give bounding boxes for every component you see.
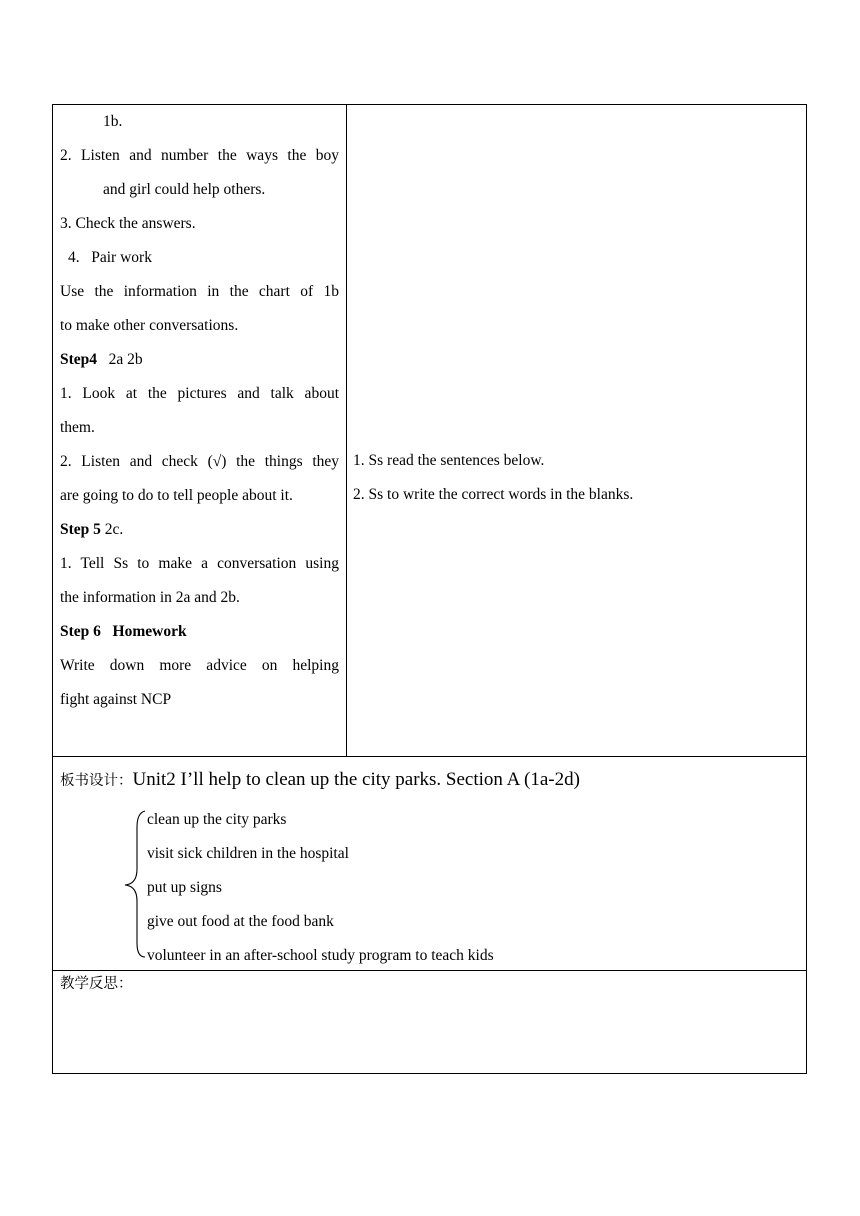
- step-6-heading: Step 6 Homework: [60, 623, 187, 640]
- list-item: clean up the city parks: [147, 811, 287, 828]
- procedure-line: them.: [60, 419, 95, 436]
- step-5-heading: [60, 513, 339, 547]
- board-design-title: Unit2 I’ll help to clean up the city parks. Section A (1a-2d): [132, 769, 580, 790]
- list-item: visit sick children in the hospital: [147, 845, 349, 862]
- procedure-line: Write down more advice on helping: [60, 657, 339, 674]
- procedure-line: 3. Check the answers.: [60, 215, 196, 232]
- procedure-line: 1. Tell Ss to make a conversation using: [60, 555, 339, 572]
- board-design-label: 板书设计：: [60, 773, 133, 789]
- row-divider-board: [53, 756, 806, 757]
- step-5-label: Step 5: [60, 521, 101, 538]
- procedure-line: 1b.: [103, 113, 123, 130]
- board-design-heading: [60, 763, 580, 797]
- procedure-column: [60, 105, 339, 717]
- step-4-label: Step4: [60, 351, 98, 368]
- activity-line: 1. Ss read the sentences below.: [353, 452, 545, 469]
- step-4-text: 2a 2b: [97, 351, 143, 368]
- board-design-list: [147, 803, 494, 973]
- teaching-reflection-label: 教学反思：: [60, 976, 133, 992]
- procedure-line: the information in 2a and 2b.: [60, 589, 240, 606]
- procedure-line: fight against NCP: [60, 691, 172, 708]
- procedure-line: 4. Pair work: [68, 249, 152, 266]
- step-4-heading: [60, 343, 339, 377]
- curly-brace-icon: [121, 809, 147, 959]
- procedure-line: 2. Listen and number the ways the boy: [60, 147, 339, 164]
- lesson-plan-table: [52, 104, 807, 1074]
- procedure-line: 1. Look at the pictures and talk about: [60, 385, 339, 402]
- activity-column: [353, 444, 793, 512]
- procedure-line: 2. Listen and check (√) the things they: [60, 453, 339, 470]
- procedure-line: to make other conversations.: [60, 317, 239, 334]
- activity-line: 2. Ss to write the correct words in the blanks.: [353, 486, 634, 503]
- list-item: give out food at the food bank: [147, 913, 334, 930]
- column-divider: [346, 105, 347, 757]
- procedure-line: and girl could help others.: [103, 181, 266, 198]
- list-item: volunteer in an after-school study program to teach kids: [147, 947, 494, 964]
- list-item: put up signs: [147, 879, 222, 896]
- procedure-line: Use the information in the chart of 1b: [60, 283, 339, 300]
- step-5-text: 2c.: [100, 521, 124, 538]
- procedure-line: are going to do to tell people about it.: [60, 487, 293, 504]
